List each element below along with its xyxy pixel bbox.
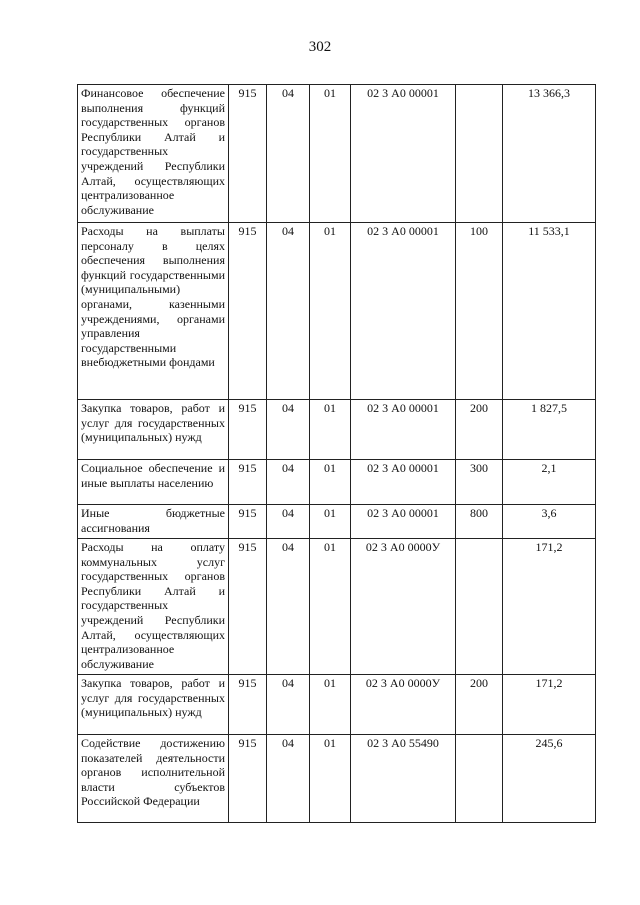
- row-admin-code: 915: [229, 539, 267, 675]
- row-amount: 171,2: [503, 539, 596, 675]
- row-subsection: 01: [310, 675, 351, 735]
- row-section: 04: [267, 400, 310, 460]
- row-name: Расходы на оплату коммунальных услуг государственных органов Республики Алтай и государственных учреждений Республики Алтай, осуществляющих централизованное обслуживание: [78, 539, 229, 675]
- row-section: 04: [267, 539, 310, 675]
- row-target-code: 02 3 А0 0000У: [351, 539, 456, 675]
- row-subsection: 01: [310, 735, 351, 823]
- row-expense-type: [456, 735, 503, 823]
- row-admin-code: 915: [229, 460, 267, 505]
- row-name: Закупка товаров, работ и услуг для государственных (муниципальных) нужд: [78, 400, 229, 460]
- table-row: [78, 539, 596, 675]
- row-subsection: 01: [310, 505, 351, 539]
- row-target-code: 02 3 А0 55490: [351, 735, 456, 823]
- row-expense-type: 800: [456, 505, 503, 539]
- row-expense-type: 200: [456, 675, 503, 735]
- row-admin-code: 915: [229, 400, 267, 460]
- table-row: [78, 85, 596, 223]
- row-admin-code: 915: [229, 675, 267, 735]
- row-amount: 1 827,5: [503, 400, 596, 460]
- row-name: Иные бюджетные ассигнования: [78, 505, 229, 539]
- table-row: [78, 675, 596, 735]
- row-expense-type: 300: [456, 460, 503, 505]
- row-section: 04: [267, 223, 310, 400]
- row-name: Расходы на выплаты персоналу в целях обеспечения выполнения функций государственными (муниципальными) органами, казенными учреждениями, органами управления государственными внебюджетными фондами: [78, 223, 229, 400]
- row-subsection: 01: [310, 400, 351, 460]
- page-number: 302: [308, 39, 332, 55]
- row-amount: 13 366,3: [503, 85, 596, 223]
- row-expense-type: 200: [456, 400, 503, 460]
- budget-table: [77, 84, 596, 823]
- row-amount: 171,2: [503, 675, 596, 735]
- table-row: [78, 223, 596, 400]
- row-expense-type: 100: [456, 223, 503, 400]
- row-amount: 3,6: [503, 505, 596, 539]
- row-expense-type: [456, 85, 503, 223]
- row-amount: 245,6: [503, 735, 596, 823]
- row-admin-code: 915: [229, 85, 267, 223]
- row-expense-type: [456, 539, 503, 675]
- table-row: [78, 735, 596, 823]
- row-amount: 11 533,1: [503, 223, 596, 400]
- row-section: 04: [267, 675, 310, 735]
- row-subsection: 01: [310, 85, 351, 223]
- row-target-code: 02 3 А0 00001: [351, 505, 456, 539]
- table-row: [78, 400, 596, 460]
- row-target-code: 02 3 А0 00001: [351, 85, 456, 223]
- row-target-code: 02 3 А0 00001: [351, 223, 456, 400]
- row-section: 04: [267, 460, 310, 505]
- table-row: [78, 505, 596, 539]
- row-subsection: 01: [310, 223, 351, 400]
- row-section: 04: [267, 85, 310, 223]
- row-name: Закупка товаров, работ и услуг для государственных (муниципальных) нужд: [78, 675, 229, 735]
- row-name: Финансовое обеспечение выполнения функций государственных органов Республики Алтай и государственных учреждений Республики Алтай, осуществляющих централизованное обслуживание: [78, 85, 229, 223]
- row-subsection: 01: [310, 460, 351, 505]
- row-subsection: 01: [310, 539, 351, 675]
- row-section: 04: [267, 505, 310, 539]
- table-row: [78, 460, 596, 505]
- row-target-code: 02 3 А0 00001: [351, 400, 456, 460]
- row-target-code: 02 3 А0 00001: [351, 460, 456, 505]
- row-admin-code: 915: [229, 223, 267, 400]
- row-name: Социальное обеспечение и иные выплаты населению: [78, 460, 229, 505]
- row-target-code: 02 3 А0 0000У: [351, 675, 456, 735]
- row-amount: 2,1: [503, 460, 596, 505]
- row-name: Содействие достижению показателей деятельности органов исполнительной власти субъектов Российской Федерации: [78, 735, 229, 823]
- row-admin-code: 915: [229, 505, 267, 539]
- row-admin-code: 915: [229, 735, 267, 823]
- row-section: 04: [267, 735, 310, 823]
